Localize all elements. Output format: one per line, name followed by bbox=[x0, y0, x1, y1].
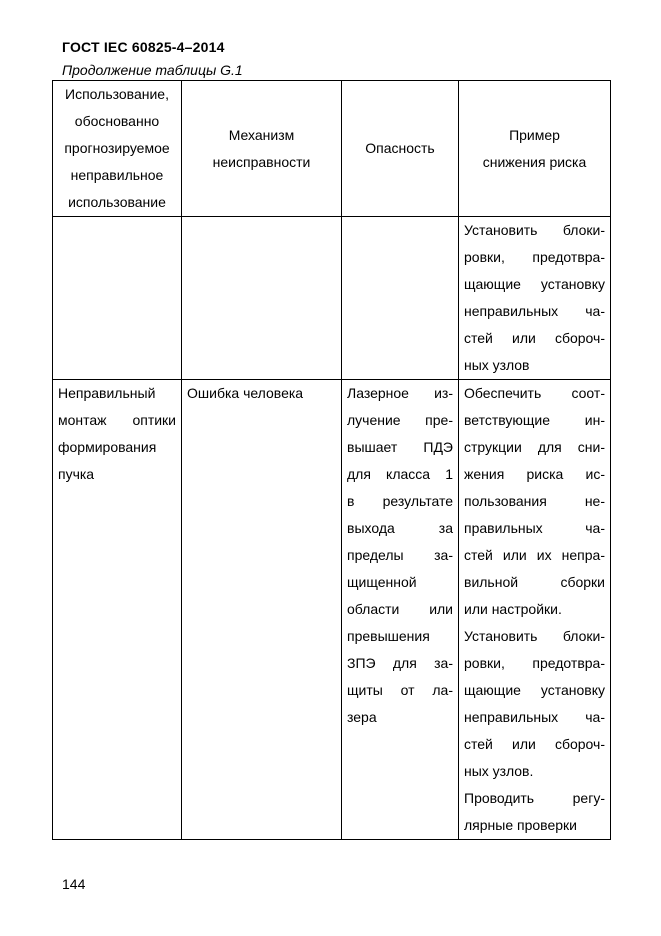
cell-line: ЗПЭ для за- bbox=[347, 655, 453, 671]
cell-line: монтаж оптики bbox=[58, 412, 176, 428]
cell-line: пучка bbox=[58, 466, 95, 482]
row1-risk-reduction-cell bbox=[459, 217, 611, 380]
header-cell-usage bbox=[53, 81, 182, 217]
row2-usage-cell bbox=[53, 380, 182, 840]
cell-line: неправильное bbox=[70, 167, 164, 183]
cell-line: стей или сбороч- bbox=[464, 736, 605, 752]
row1-usage-cell bbox=[53, 217, 182, 380]
cell-line: ных узлов bbox=[464, 357, 530, 373]
table-row bbox=[53, 217, 611, 380]
cell-line: Проводить регу- bbox=[464, 790, 605, 806]
hazard-table bbox=[52, 80, 611, 840]
cell-line: вышает ПДЭ bbox=[347, 439, 453, 455]
row2-hazard-text bbox=[347, 380, 453, 731]
cell-line: области или bbox=[347, 601, 453, 617]
cell-line: ровки, предотвра- bbox=[464, 655, 605, 671]
cell-line: Обеспечить соот- bbox=[464, 385, 605, 401]
cell-line: ных узлов. bbox=[464, 763, 534, 779]
cell-line: жения риска ис- bbox=[464, 466, 605, 482]
cell-line: щающие установку bbox=[464, 682, 605, 698]
row1-hazard-cell bbox=[342, 217, 459, 380]
cell-line: обоснованно bbox=[74, 113, 160, 129]
cell-line: или настройки. bbox=[464, 601, 562, 617]
cell-line: Ошибка человека bbox=[187, 385, 304, 401]
cell-line: снижения риска bbox=[482, 153, 587, 170]
cell-line: стей или их непра- bbox=[464, 547, 605, 563]
header-cell-hazard bbox=[342, 81, 459, 217]
row2-hazard-cell bbox=[342, 380, 459, 840]
cell-line: неправильных ча- bbox=[464, 709, 605, 725]
row2-risk-reduction-cell bbox=[459, 380, 611, 840]
cell-line: зера bbox=[347, 709, 377, 725]
table-row bbox=[53, 380, 611, 840]
row2-usage-text bbox=[58, 380, 176, 488]
cell-line: пользования не- bbox=[464, 493, 605, 509]
cell-line: выхода за bbox=[347, 520, 453, 536]
row2-failure-mechanism-text bbox=[187, 380, 336, 407]
header-hazard-text bbox=[345, 135, 455, 162]
cell-line: правильных ча- bbox=[464, 520, 605, 536]
cell-line: Использование, bbox=[65, 86, 169, 102]
cell-line: ветствующие ин- bbox=[464, 412, 605, 428]
table-header-row bbox=[53, 81, 611, 217]
header-cell-risk-reduction bbox=[459, 81, 611, 217]
cell-line: стей или сбороч- bbox=[464, 330, 605, 346]
cell-line: Установить блоки- bbox=[464, 222, 605, 238]
header-failure-mechanism-text bbox=[185, 122, 338, 176]
cell-line: в результате bbox=[347, 493, 453, 509]
cell-line: прогнозируемое bbox=[64, 140, 170, 156]
cell-line: лучение пре- bbox=[347, 412, 453, 428]
row1-risk-reduction-text bbox=[464, 217, 605, 379]
row1-failure-mechanism-cell bbox=[182, 217, 342, 380]
cell-line: формирования bbox=[58, 439, 157, 455]
cell-line: неправильных ча- bbox=[464, 303, 605, 319]
cell-line: неисправности bbox=[212, 153, 311, 170]
cell-line: Установить блоки- bbox=[464, 628, 605, 644]
page-number: 144 bbox=[62, 876, 86, 892]
header-cell-failure-mechanism bbox=[182, 81, 342, 217]
document-code: ГОСТ IEC 60825-4–2014 bbox=[62, 39, 225, 55]
cell-line: Лазерное из- bbox=[347, 385, 453, 401]
cell-line: превышения bbox=[347, 628, 430, 644]
cell-line: использование bbox=[68, 194, 166, 210]
table-caption: Продолжение таблицы G.1 bbox=[62, 62, 243, 78]
header-usage-text bbox=[56, 81, 178, 216]
row2-risk-reduction-text bbox=[464, 380, 605, 839]
cell-line: Механизм bbox=[228, 126, 295, 143]
header-risk-reduction-text bbox=[462, 122, 607, 176]
cell-line: пределы за- bbox=[347, 547, 453, 563]
cell-line: щиты от ла- bbox=[347, 682, 453, 698]
cell-line: щищенной bbox=[347, 574, 417, 590]
cell-line: ровки, предотвра- bbox=[464, 249, 605, 265]
cell-line: Неправильный bbox=[58, 385, 156, 401]
row2-failure-mechanism-cell bbox=[182, 380, 342, 840]
cell-line: для класса 1 bbox=[347, 466, 453, 482]
cell-line: Опасность bbox=[365, 140, 435, 156]
cell-line: Пример bbox=[509, 126, 560, 143]
cell-line: струкции для сни- bbox=[464, 439, 605, 455]
cell-line: щающие установку bbox=[464, 276, 605, 292]
cell-line: лярные проверки bbox=[464, 817, 577, 833]
cell-line: вильной сборки bbox=[464, 574, 605, 590]
